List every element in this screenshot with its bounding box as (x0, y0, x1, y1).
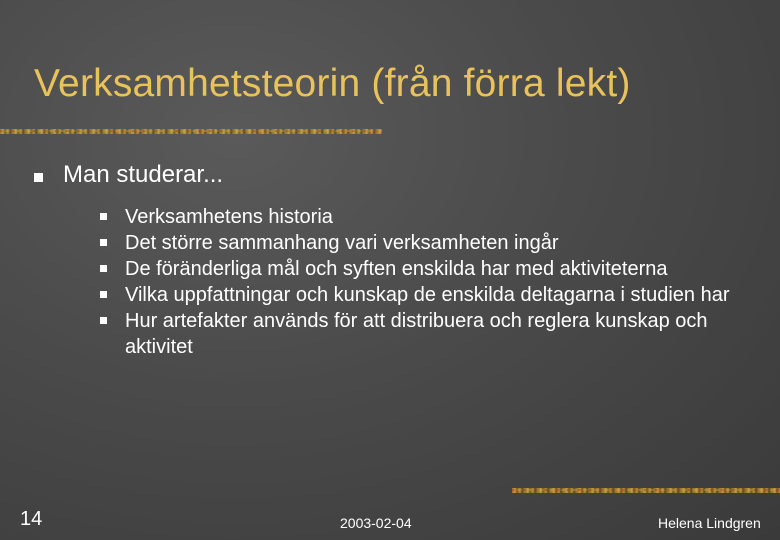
page-number: 14 (20, 508, 43, 530)
square-bullet-icon (100, 213, 107, 220)
sub-bullet-text: De föränderliga mål och syften enskilda har med aktiviteterna (125, 258, 668, 280)
sub-bullet-list (100, 204, 740, 360)
square-bullet-icon (100, 291, 107, 298)
footer-date: 2003-02-04 (340, 515, 412, 531)
square-bullet-icon (100, 239, 107, 246)
main-bullet-text: Man studerar... (63, 161, 224, 188)
sub-bullet-text: Vilka uppfattningar och kunskap de enskilda deltagarna i studien har (125, 284, 730, 306)
sub-bullet-text: Det större sammanhang vari verksamheten ingår (125, 232, 559, 254)
square-bullet-icon (100, 265, 107, 272)
title-divider (0, 129, 382, 134)
sub-bullet (100, 308, 740, 360)
square-bullet-icon (100, 317, 107, 324)
footer-divider (512, 488, 780, 493)
square-bullet-icon (34, 173, 43, 182)
bullet-list (34, 160, 734, 358)
sub-bullet (100, 230, 740, 256)
sub-bullet-text: Hur artefakter används för att distribuera och reglera kunskap och aktivitet (125, 310, 708, 358)
sub-bullet (100, 256, 740, 282)
sub-bullet-text: Verksamhetens historia (125, 206, 333, 228)
footer-author: Helena Lindgren (658, 515, 761, 531)
sub-bullet (100, 204, 740, 230)
slide-title: Verksamhetsteorin (från förra lekt) (34, 62, 631, 105)
main-bullet (34, 160, 734, 190)
sub-bullet (100, 282, 740, 308)
